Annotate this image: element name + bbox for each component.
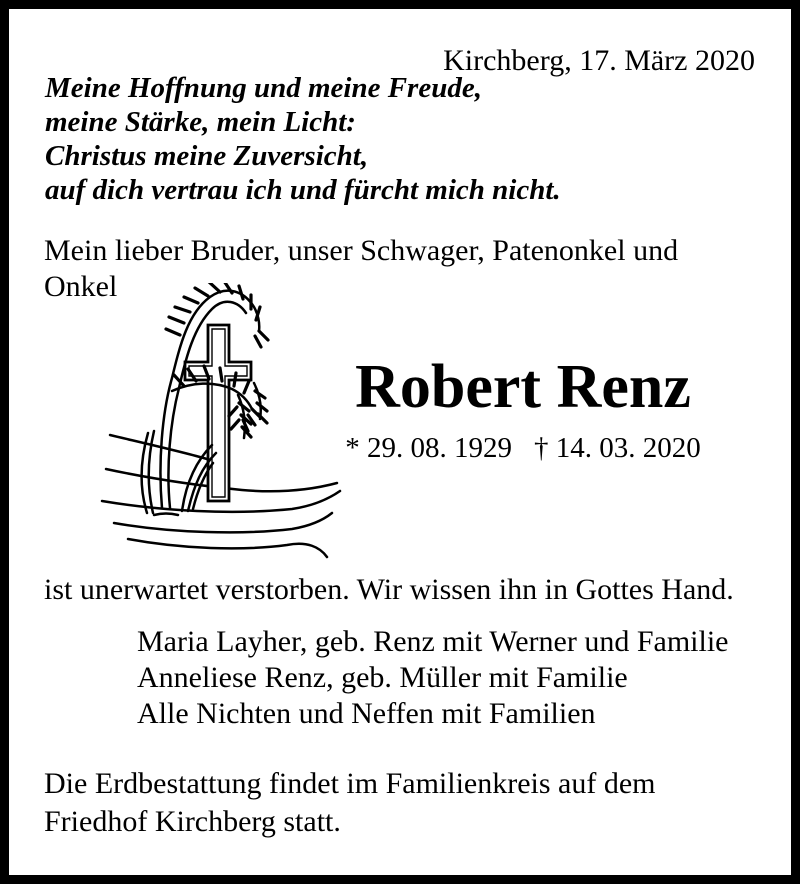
death-date: † 14. 03. 2020 bbox=[534, 432, 701, 464]
birth-date: * 29. 08. 1929 bbox=[345, 432, 512, 464]
funeral-info-line: Die Erdbestattung findet im Familienkreis auf dem bbox=[44, 767, 656, 800]
funeral-info bbox=[44, 765, 656, 841]
verse-line: meine Stärke, mein Licht: bbox=[45, 106, 356, 138]
death-statement: ist unerwartet verstorben. Wir wissen ihn in Gottes Hand. bbox=[44, 573, 734, 606]
verse-line: Meine Hoffnung und meine Freude, bbox=[45, 72, 482, 104]
mourner-line: Anneliese Renz, geb. Müller mit Familie bbox=[137, 661, 628, 694]
mourners-block bbox=[137, 624, 728, 732]
mourner-line: Maria Layher, geb. Renz mit Werner und Familie bbox=[137, 625, 729, 658]
verse-line: Christus meine Zuversicht, bbox=[45, 140, 369, 172]
intro-line: Mein lieber Bruder, unser Schwager, Patenonkel und bbox=[44, 234, 679, 267]
dateline: Kirchberg, 17. März 2020 bbox=[443, 44, 755, 77]
intro-line: Onkel bbox=[44, 270, 118, 303]
funeral-info-line: Friedhof Kirchberg statt. bbox=[44, 805, 341, 838]
verse-block bbox=[45, 71, 561, 207]
deceased-name: Robert Renz bbox=[355, 353, 691, 421]
mourner-line: Alle Nichten und Neffen mit Familien bbox=[137, 697, 596, 730]
life-dates bbox=[343, 431, 703, 465]
cross-with-wheat-icon bbox=[92, 283, 357, 561]
verse-line: auf dich vertrau ich und fürcht mich nicht. bbox=[45, 174, 561, 206]
